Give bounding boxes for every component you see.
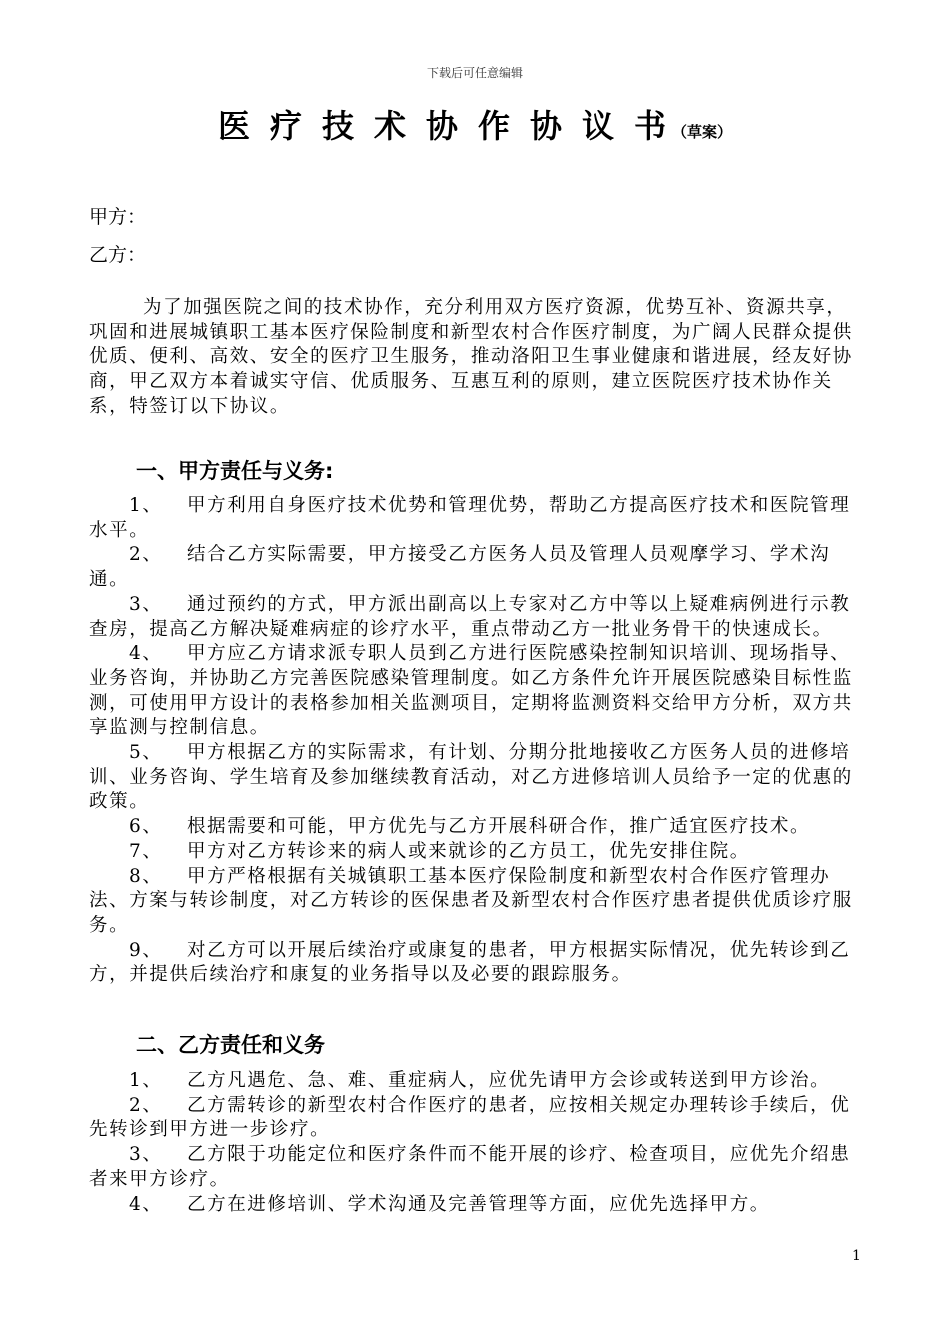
item-number: 3、 xyxy=(129,593,163,615)
item-text: 乙方限于功能定位和医疗条件而不能开展的诊疗、检查项目，应优先介绍患者来甲方诊疗。 xyxy=(89,1144,851,1190)
section2-items xyxy=(89,1069,861,1217)
item-number: 3、 xyxy=(129,1144,163,1166)
item-number: 8、 xyxy=(129,865,163,887)
item-text: 甲方对乙方转诊来的病人或来就诊的乙方员工，优先安排住院。 xyxy=(187,840,750,862)
list-item xyxy=(89,865,861,939)
section1-items xyxy=(89,494,861,988)
section2-heading: 二、乙方责任和义务 xyxy=(136,1033,325,1057)
list-item xyxy=(89,741,861,815)
title-suffix: （草案） xyxy=(672,123,733,141)
item-text: 通过预约的方式，甲方派出副高以上专家对乙方中等以上疑难病例进行示教查房，提高乙方解决疑难病症的诊疗水平，重点带动乙方一批业务骨干的快速成长。 xyxy=(89,593,851,640)
item-number: 2、 xyxy=(129,544,163,566)
title-text: 医疗技术协作协议书 xyxy=(217,107,686,145)
item-number: 1、 xyxy=(129,495,163,516)
list-item xyxy=(89,593,861,642)
item-text: 甲方严格根据有关城镇职工基本医疗保险制度和新型农村合作医疗管理办法、方案与转诊制度，对乙方转诊的医保患者及新型农村合作医疗患者提供优质诊疗服务。 xyxy=(89,865,853,936)
list-item xyxy=(89,1193,861,1218)
item-text: 乙方在进修培训、学术沟通及完善管理等方面，应优先选择甲方。 xyxy=(187,1193,770,1215)
item-text: 乙方凡遇危、急、难、重症病人，应优先请甲方会诊或转送到甲方诊治。 xyxy=(187,1070,831,1091)
party-a-label: 甲方： xyxy=(89,206,147,228)
intro-paragraph: 为了加强医院之间的技术协作，充分利用双方医疗资源，优势互补、资源共享，巩固和进展城镇职工基本医疗保险制度和新型农村合作医疗制度，为广阔人民群众提供优质、便利、高效、安全的医疗卫生服务，推动洛阳卫生事业健康和谐进展，经友好协商，甲乙双方本着诚实守信、优质服务、互惠互利的原则，建立医院医疗技术协作关系，特签订以下协议。 xyxy=(89,297,853,417)
item-text: 甲方利用自身医疗技术优势和管理优势，帮助乙方提高医疗技术和医院管理水平。 xyxy=(89,495,851,541)
list-item xyxy=(89,642,861,741)
item-text: 对乙方可以开展后续治疗或康复的患者，甲方根据实际情况，优先转诊到乙方，并提供后续治疗和康复的业务指导以及必要的跟踪服务。 xyxy=(89,939,851,986)
item-text: 甲方根据乙方的实际需求，有计划、分期分批地接收乙方医务人员的进修培训、业务咨询、学生培育及参加继续教育活动，对乙方进修培训人员给予一定的优惠的政策。 xyxy=(89,742,853,813)
list-item xyxy=(89,494,861,543)
item-number: 5、 xyxy=(129,742,163,764)
list-item xyxy=(89,840,861,865)
section1-heading: 一、甲方责任与义务: xyxy=(136,459,334,483)
item-text: 甲方应乙方请求派专职人员到乙方进行医院感染控制知识培训、现场指导、业务咨询，并协助乙方完善医院感染管理制度。如乙方条件允许开展医院感染目标性监测，可使用甲方设计的表格参加相关监测项目，定期将监测资料交给甲方分析，双方共享监测与控制信息。 xyxy=(89,643,853,739)
list-item xyxy=(89,1143,861,1192)
list-item xyxy=(89,1069,861,1094)
item-number: 6、 xyxy=(129,816,163,838)
item-number: 4、 xyxy=(129,1193,163,1215)
item-text: 根据需要和可能，甲方优先与乙方开展科研合作，推广适宜医疗技术。 xyxy=(187,816,811,838)
item-number: 7、 xyxy=(129,840,163,862)
item-number: 1、 xyxy=(129,1070,163,1091)
item-text: 乙方需转诊的新型农村合作医疗的患者，应按相关规定办理转诊手续后，优先转诊到甲方进一步诊疗。 xyxy=(89,1094,851,1141)
item-text: 结合乙方实际需要，甲方接受乙方医务人员及管理人员观摩学习、学术沟通。 xyxy=(89,544,831,591)
list-item xyxy=(89,815,861,840)
item-number: 2、 xyxy=(129,1094,163,1116)
list-item xyxy=(89,1094,861,1143)
list-item xyxy=(89,543,861,592)
item-number: 4、 xyxy=(129,643,163,665)
page-number: 1 xyxy=(852,1248,861,1264)
item-number: 9、 xyxy=(129,939,163,961)
header-note: 下载后可任意编辑 xyxy=(426,66,523,80)
list-item xyxy=(89,939,861,988)
document-title xyxy=(0,104,950,154)
party-b-label: 乙方： xyxy=(89,244,147,266)
